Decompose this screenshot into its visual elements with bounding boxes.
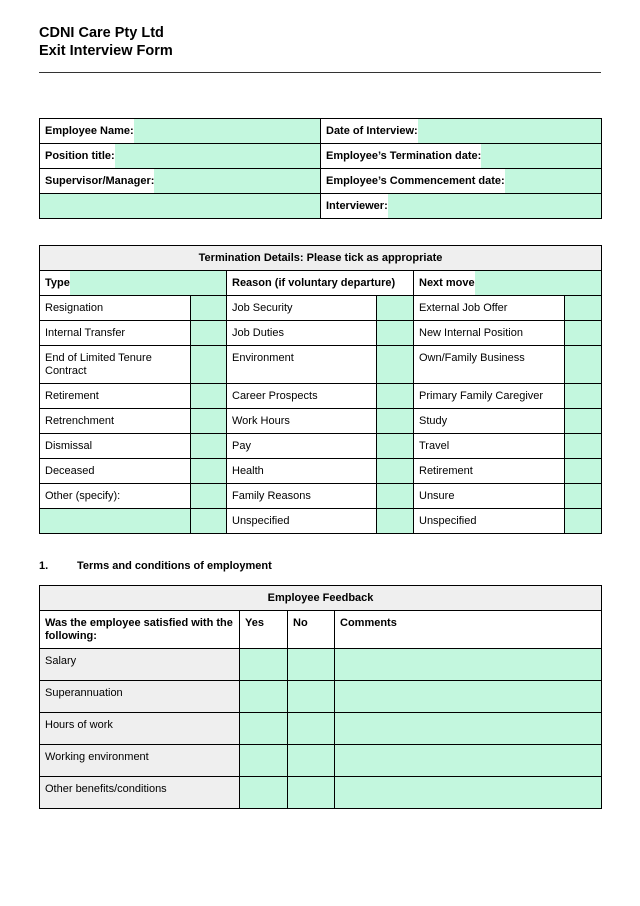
next-move-header: Next move (419, 277, 475, 289)
reason-label: Work Hours (227, 409, 377, 434)
yes-tick-box[interactable] (240, 681, 288, 713)
reason-tick-box[interactable] (377, 296, 414, 321)
feedback-row (40, 681, 602, 713)
reason-tick-box[interactable] (377, 409, 414, 434)
termination-row (40, 459, 602, 484)
termination-row (40, 509, 602, 534)
employee-name-label: Employee Name: (45, 125, 134, 137)
type-tick-box[interactable] (191, 296, 227, 321)
type-tick-box[interactable] (191, 434, 227, 459)
yes-tick-box[interactable] (240, 777, 288, 809)
type-tick-box[interactable] (191, 321, 227, 346)
date-of-interview-field[interactable] (418, 119, 601, 143)
feedback-row (40, 777, 602, 809)
termination-row (40, 296, 602, 321)
reason-tick-box[interactable] (377, 459, 414, 484)
yes-header: Yes (240, 611, 288, 649)
type-tick-box[interactable] (191, 509, 227, 534)
termination-row (40, 346, 602, 384)
no-tick-box[interactable] (288, 681, 335, 713)
company-name: CDNI Care Pty Ltd (39, 25, 164, 41)
position-title-label: Position title: (45, 150, 115, 162)
next-move-tick-box[interactable] (565, 434, 602, 459)
next-move-tick-box[interactable] (565, 459, 602, 484)
type-other-field[interactable] (40, 509, 191, 534)
reason-tick-box[interactable] (377, 321, 414, 346)
next-move-tick-box[interactable] (565, 509, 602, 534)
interviewer-label: Interviewer: (326, 200, 388, 212)
next-move-label: Travel (414, 434, 565, 459)
feedback-row (40, 649, 602, 681)
comments-field[interactable] (335, 681, 602, 713)
form-title: Exit Interview Form (39, 43, 173, 59)
next-move-tick-box[interactable] (565, 484, 602, 509)
reason-tick-box[interactable] (377, 434, 414, 459)
type-label: Internal Transfer (40, 321, 191, 346)
reason-tick-box[interactable] (377, 384, 414, 409)
commencement-date-label: Employee’s Commencement date: (326, 175, 505, 187)
next-move-label: Study (414, 409, 565, 434)
type-tick-box[interactable] (191, 409, 227, 434)
comments-field[interactable] (335, 649, 602, 681)
type-tick-box[interactable] (191, 459, 227, 484)
yes-tick-box[interactable] (240, 745, 288, 777)
termination-row (40, 321, 602, 346)
employee-info-table (39, 118, 602, 219)
feedback-item-label: Superannuation (40, 681, 240, 713)
next-move-label: Primary Family Caregiver (414, 384, 565, 409)
date-of-interview-cell (321, 119, 602, 144)
comments-field[interactable] (335, 745, 602, 777)
date-of-interview-label: Date of Interview: (326, 125, 418, 137)
type-header-field[interactable] (70, 271, 226, 295)
interviewer-field[interactable] (388, 194, 601, 218)
commencement-date-cell (321, 169, 602, 194)
section-heading (39, 560, 272, 572)
no-tick-box[interactable] (288, 777, 335, 809)
yes-tick-box[interactable] (240, 649, 288, 681)
header-divider (39, 72, 601, 73)
next-move-header-field[interactable] (475, 271, 601, 295)
section-title: Terms and conditions of employment (77, 560, 272, 572)
type-label: End of Limited Tenure Contract (40, 346, 191, 384)
reason-tick-box[interactable] (377, 509, 414, 534)
termination-date-label: Employee’s Termination date: (326, 150, 482, 162)
satisfaction-question: Was the employee satisfied with the following: (40, 611, 240, 649)
blank-field[interactable] (40, 194, 321, 219)
yes-tick-box[interactable] (240, 713, 288, 745)
no-tick-box[interactable] (288, 713, 335, 745)
type-label: Retrenchment (40, 409, 191, 434)
type-header: Type (45, 277, 70, 289)
reason-label: Job Security (227, 296, 377, 321)
next-move-tick-box[interactable] (565, 384, 602, 409)
type-tick-box[interactable] (191, 384, 227, 409)
next-move-label: External Job Offer (414, 296, 565, 321)
reason-label: Pay (227, 434, 377, 459)
supervisor-cell (40, 169, 321, 194)
employee-name-cell (40, 119, 321, 144)
next-move-label: Unsure (414, 484, 565, 509)
position-title-field[interactable] (115, 144, 320, 168)
section-number: 1. (39, 560, 49, 572)
comments-field[interactable] (335, 777, 602, 809)
next-move-label: New Internal Position (414, 321, 565, 346)
comments-field[interactable] (335, 713, 602, 745)
feedback-item-label: Hours of work (40, 713, 240, 745)
termination-row (40, 384, 602, 409)
employee-feedback-table (39, 585, 602, 809)
supervisor-label: Supervisor/Manager: (45, 175, 155, 187)
reason-label: Job Duties (227, 321, 377, 346)
reason-header: Reason (if voluntary departure) (227, 271, 414, 296)
next-move-tick-box[interactable] (565, 296, 602, 321)
feedback-row (40, 713, 602, 745)
next-move-label: Own/Family Business (414, 346, 565, 384)
type-label: Resignation (40, 296, 191, 321)
reason-label: Health (227, 459, 377, 484)
type-header-cell (40, 271, 227, 296)
next-move-label: Unspecified (414, 509, 565, 534)
type-tick-box[interactable] (191, 484, 227, 509)
feedback-item-label: Salary (40, 649, 240, 681)
supervisor-field[interactable] (154, 169, 320, 193)
type-label: Dismissal (40, 434, 191, 459)
interviewer-cell (321, 194, 602, 219)
next-move-tick-box[interactable] (565, 346, 602, 384)
no-header: No (288, 611, 335, 649)
termination-row (40, 409, 602, 434)
reason-label: Environment (227, 346, 377, 384)
type-label: Deceased (40, 459, 191, 484)
feedback-row (40, 745, 602, 777)
next-move-tick-box[interactable] (565, 409, 602, 434)
position-title-cell (40, 144, 321, 169)
next-move-header-cell (414, 271, 602, 296)
reason-label: Unspecified (227, 509, 377, 534)
comments-header: Comments (335, 611, 602, 649)
termination-row (40, 434, 602, 459)
feedback-item-label: Other benefits/conditions (40, 777, 240, 809)
reason-label: Family Reasons (227, 484, 377, 509)
reason-tick-box[interactable] (377, 484, 414, 509)
type-label: Other (specify): (40, 484, 191, 509)
type-tick-box[interactable] (191, 346, 227, 384)
commencement-date-field[interactable] (505, 169, 601, 193)
no-tick-box[interactable] (288, 649, 335, 681)
termination-details-table (39, 245, 602, 534)
termination-row (40, 484, 602, 509)
employee-name-field[interactable] (134, 119, 320, 143)
termination-date-cell (321, 144, 602, 169)
reason-tick-box[interactable] (377, 346, 414, 384)
next-move-label: Retirement (414, 459, 565, 484)
feedback-item-label: Working environment (40, 745, 240, 777)
reason-label: Career Prospects (227, 384, 377, 409)
next-move-tick-box[interactable] (565, 321, 602, 346)
termination-details-title: Termination Details: Please tick as appropriate (40, 246, 602, 271)
termination-date-field[interactable] (481, 144, 601, 168)
employee-feedback-title: Employee Feedback (40, 586, 602, 611)
no-tick-box[interactable] (288, 745, 335, 777)
type-label: Retirement (40, 384, 191, 409)
